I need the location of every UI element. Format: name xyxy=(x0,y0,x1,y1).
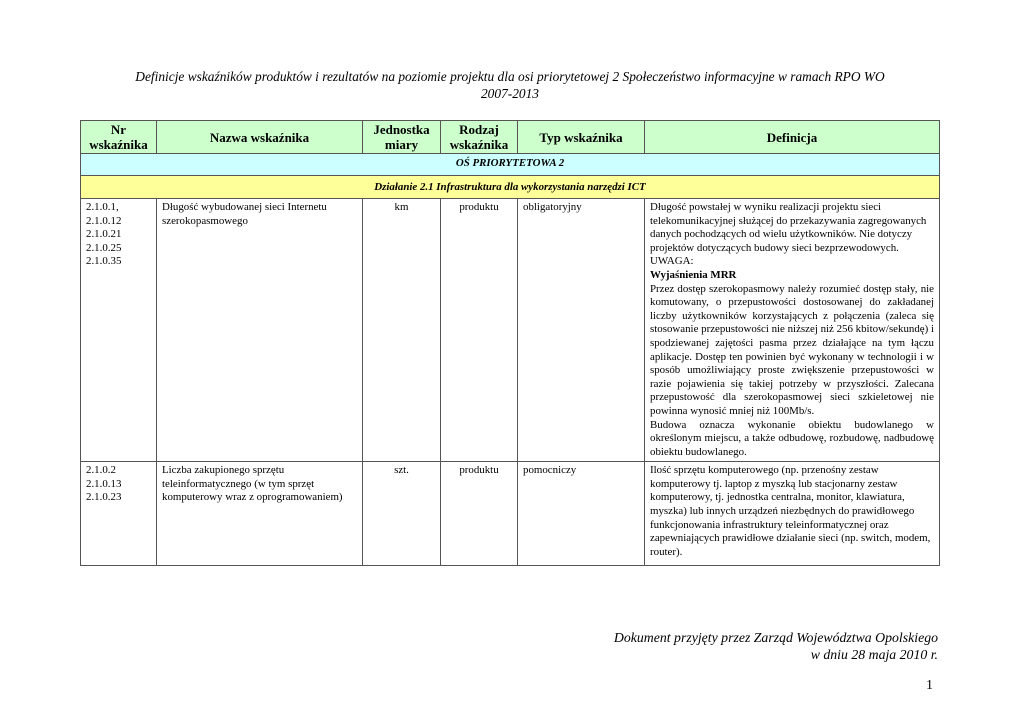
cell-jednostka: km xyxy=(363,199,441,462)
definition-note-label: UWAGA: xyxy=(650,255,694,268)
cell-nazwa: Długość wybudowanej sieci Internetu szerokopasmowego xyxy=(157,199,363,462)
cell-typ: pomocniczy xyxy=(518,462,645,566)
table-header-row xyxy=(81,121,940,154)
footer-line-2: w dniu 28 maja 2010 r. xyxy=(810,647,938,662)
indicator-number: 2.1.0.25 xyxy=(86,241,122,254)
header-rodzaj: Rodzaj wskaźnika xyxy=(441,121,518,154)
indicator-number: 2.1.0.13 xyxy=(86,477,122,490)
axis-label: OŚ PRIORYTETOWA 2 xyxy=(81,154,940,176)
header-jednostka: Jednostka miary xyxy=(363,121,441,154)
indicator-number: 2.1.0.35 xyxy=(86,255,122,268)
action-label: Działanie 2.1 Infrastruktura dla wykorzystania narzędzi ICT xyxy=(81,176,940,199)
axis-row xyxy=(81,154,940,176)
title-line-1: Definicje wskaźników produktów i rezultatów na poziomie projektu dla osi priorytetowej 2 Społeczeństwo informacyjne w ramach RPO WO xyxy=(135,69,885,84)
definition-intro: Długość powstałej w wyniku realizacji projektu sieci telekomunikacyjnej służącej do przekazywania zagregowanych danych pochodzących od wielu użytkowników. Nie dotyczy projektów dotyczących budowy sieci bezprzewodowych. xyxy=(650,201,927,254)
page-number: 1 xyxy=(926,678,933,693)
document-title xyxy=(60,68,960,102)
header-typ: Typ wskaźnika xyxy=(518,121,645,154)
table-row xyxy=(81,462,940,566)
cell-rodzaj: produktu xyxy=(441,462,518,566)
indicator-number: 2.1.0.23 xyxy=(86,491,122,504)
title-line-2: 2007-2013 xyxy=(480,86,540,101)
document-footer xyxy=(614,629,938,663)
cell-definicja xyxy=(645,199,940,462)
header-definicja: Definicja xyxy=(645,121,940,154)
cell-jednostka: szt. xyxy=(363,462,441,566)
definition-body: Przez dostęp szerokopasmowy należy rozumieć dostęp stały, nie komutowany, o przepustowości dostosowanej do zakładanej liczby użytkowników korzystających z połączenia (zaleca się stosowanie przepustowości nie niższej niż 256 kbitow/sekundę) i spodziewanej zajętości pasma przez działające na tym łączu aplikacje. Dostęp ten powinien być wykonany w technologii i w sposób umożliwiający proste zwiększenie przepustowości w razie pojawienia się takiej potrzeby w przyszłości. Zalecana przepustowość dla szerokopasmowej sieci szkieletowej nie powinna wynosić mniej niż 100Mb/s. xyxy=(650,282,935,417)
cell-typ: obligatoryjny xyxy=(518,199,645,462)
cell-definicja xyxy=(645,462,940,566)
indicator-number: 2.1.0.21 xyxy=(86,228,122,241)
header-nr: Nr wskaźnika xyxy=(81,121,157,154)
indicator-table xyxy=(80,120,940,566)
cell-nazwa: Liczba zakupionego sprzętu teleinformatycznego (w tym sprzęt komputerowy wraz z oprogramowaniem) xyxy=(157,462,363,566)
definition-intro: Ilość sprzętu komputerowego (np. przenośny zestaw komputerowy tj. laptop z myszką lub stacjonarny zestaw komputerowy, tj. jednostka centralna, monitor, klawiatura, myszka) lub innych urządzeń niezbędnych do prawidłowego funkcjonowania infrastruktury teleinformatycznej oraz zapewniających prawidłowe działanie sieci (np. switch, modem, router). xyxy=(650,464,931,558)
cell-rodzaj: produktu xyxy=(441,199,518,462)
table-row xyxy=(81,199,940,462)
action-row xyxy=(81,176,940,199)
footer-line-1: Dokument przyjęty przez Zarząd Województwa Opolskiego xyxy=(613,630,938,645)
indicator-number: 2.1.0.2 xyxy=(86,464,116,477)
cell-nr xyxy=(81,462,157,566)
indicator-number: 2.1.0.12 xyxy=(86,214,122,227)
definition-body-2: Budowa oznacza wykonanie obiektu budowlanego w określonym miejscu, a także odbudowę, rozbudowę, nadbudowę obiektu budowlanego. xyxy=(650,418,934,458)
indicator-number: 2.1.0.1, xyxy=(86,201,119,213)
definition-heading: Wyjaśnienia MRR xyxy=(650,268,737,281)
header-nazwa: Nazwa wskaźnika xyxy=(157,121,363,154)
cell-nr xyxy=(81,199,157,462)
